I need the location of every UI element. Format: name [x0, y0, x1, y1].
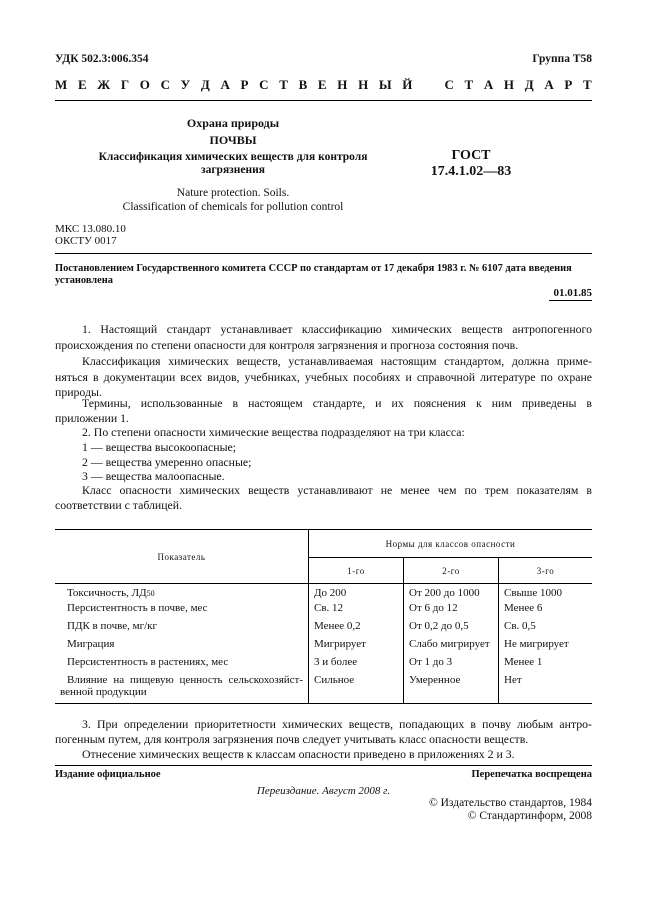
para7: Отнесение химических веществ к классам опасности приведено в приложениях 2 и 3. [82, 747, 515, 761]
heading-letter: Т [464, 77, 474, 92]
class3-item: 3 — вещества малоопасные. [82, 469, 225, 483]
okstu-code: ОКСТУ 0017 [55, 235, 117, 247]
row-class3: Менее 1 [499, 656, 593, 674]
row-class1: Сильное [309, 674, 404, 704]
class1-item: 1 — вещества высокоопасные; [82, 440, 237, 454]
para3-line1: Термины, использованные в настоящем стандарте, и их пояснения к ним приведены в [82, 396, 592, 410]
table-row [55, 656, 592, 674]
heading-letter: Е [317, 77, 327, 92]
group-code: Группа Т58 [532, 53, 592, 65]
heading-letter: А [483, 77, 494, 92]
row-indicator: Персистентность в почве, мес [67, 601, 208, 614]
no-reprint-notice: Перепечатка воспрещена [471, 769, 592, 780]
para2-line3: природы. [55, 385, 102, 399]
para1-line2: происхождения по степени опасности для контроля загрязнения и прогноза состояния почв. [55, 338, 519, 352]
row-class3: Не мигрирует [499, 638, 593, 656]
heading-letter: Ы [378, 77, 392, 92]
effective-date: 01.01.85 [553, 287, 592, 299]
para2-line1: Классификация химических веществ, устанавливаемая настоящим стандартом, должна приме- [82, 354, 592, 368]
para1-line1: 1. Настоящий стандарт устанавливает классификацию химических веществ антропогенного [82, 322, 592, 336]
heading-letter: Р [564, 77, 573, 92]
header-indicator: Показатель [55, 530, 309, 584]
row-class1: Менее 0,2 [309, 620, 404, 638]
row-class3: Менее 6 [499, 602, 593, 620]
heading-letter: Р [240, 77, 249, 92]
para2-line2: няться в документации всех видов, учебниках, учебных пособиях и справочной литературе по охране [55, 370, 592, 384]
heading-letter: В [298, 77, 308, 92]
row-class3: Св. 0,5 [499, 620, 593, 638]
row-indicator: Токсичность, ЛД50 [67, 587, 155, 599]
table-row [55, 638, 592, 656]
footer-divider [55, 765, 592, 766]
para4: 2. По степени опасности химические вещества подразделяют на три класса: [82, 425, 465, 439]
decree-line2: установлена [55, 275, 113, 286]
row-class1: 3 и более [309, 656, 404, 674]
heading-letter: Т [583, 77, 592, 92]
heading-letter: С [160, 77, 170, 92]
heading-letter: Г [120, 77, 130, 92]
header-norms: Нормы для классов опасности [309, 530, 593, 558]
row-class2: Слабо мигрирует [404, 638, 499, 656]
header-class2: 2-го [404, 558, 499, 584]
heading-letter: Д [524, 77, 534, 92]
interstate-standard-heading [55, 77, 592, 93]
para5-line1: Класс опасности химических веществ устанавливают не менее чем по трем показателям в [82, 483, 592, 497]
heading-letter: Е [77, 77, 87, 92]
row-indicator: Персистентность в растениях, мес [67, 655, 229, 668]
heading-letter: А [544, 77, 554, 92]
row-class1: Мигрирует [309, 638, 404, 656]
row-class3: Свыше 1000 [499, 584, 593, 602]
gost-label: ГОСТ [451, 148, 491, 163]
table-row [55, 620, 592, 638]
row-class2: От 6 до 12 [404, 602, 499, 620]
reissue-note: Переиздание. Август 2008 г. [256, 785, 391, 797]
title-line4: загрязнения [200, 164, 266, 176]
class2-item: 2 — вещества умеренно опасные; [82, 455, 252, 469]
heading-letter: Й [402, 77, 413, 92]
heading-letter: Н [503, 77, 515, 92]
table-row [55, 602, 592, 620]
heading-letter: Н [337, 77, 348, 92]
heading-letter: Т [279, 77, 288, 92]
heading-letter: Д [200, 77, 210, 92]
heading-letter: Ж [97, 77, 111, 92]
row-class2: От 0,2 до 0,5 [404, 620, 499, 638]
row-indicator: ПДК в почве, мг/кг [67, 619, 158, 632]
title-line3: Классификация химических веществ для контроля [98, 151, 368, 163]
copyright-2008: © Стандартинформ, 2008 [467, 810, 592, 822]
row-class1: До 200 [309, 584, 404, 602]
para3-line2: приложении 1. [55, 411, 129, 425]
heading-letter: С [444, 77, 454, 92]
heading-letter: Н [358, 77, 369, 92]
heading-letter: С [259, 77, 269, 92]
udk-code: УДК 502.3:006.354 [55, 53, 149, 65]
row-indicator: Миграция [67, 637, 115, 650]
row-class2: От 1 до 3 [404, 656, 499, 674]
row-class1: Св. 12 [309, 602, 404, 620]
table-row [55, 584, 592, 602]
heading-letter: М [55, 77, 68, 92]
codes-divider [55, 253, 592, 254]
heading-letter: У [180, 77, 191, 92]
row-class2: Умеренное [404, 674, 499, 704]
header-class1: 1-го [309, 558, 404, 584]
heading-letter: А [220, 77, 230, 92]
row-indicator: Влияние на пищевую ценность сельскохозяйст- венной продукции [55, 674, 309, 704]
decree-line1: Постановлением Государственного комитета СССР по стандартам от 17 декабря 1983 г. № 6107 дата введения [55, 263, 572, 274]
date-underline [549, 300, 592, 301]
para6-line1: 3. При определении приоритетности химических веществ, попадающих в почву любым антро- [82, 717, 592, 731]
para5-line2: соответствии с таблицей. [55, 498, 183, 512]
para6-line2: погенным путем, для контроля загрязнения почв следует учитывать класс опасности веществ. [55, 732, 529, 746]
header-divider [55, 100, 592, 101]
header-class3: 3-го [499, 558, 593, 584]
official-edition: Издание официальное [55, 769, 161, 780]
title-line1: Охрана природы [186, 116, 280, 130]
mks-code: МКС 13.080.10 [55, 223, 126, 235]
row-class3: Нет [499, 674, 593, 704]
copyright-1984: © Издательство стандартов, 1984 [428, 797, 592, 809]
english-title-line1: Nature protection. Soils. [176, 187, 290, 199]
hazard-class-table [55, 529, 592, 704]
row-class2: От 200 до 1000 [404, 584, 499, 602]
heading-letter: О [139, 77, 150, 92]
table-row [55, 674, 592, 704]
title-line2: ПОЧВЫ [209, 133, 257, 147]
english-title-line2: Classification of chemicals for pollution control [122, 201, 344, 213]
gost-number: 17.4.1.02—83 [430, 164, 512, 179]
